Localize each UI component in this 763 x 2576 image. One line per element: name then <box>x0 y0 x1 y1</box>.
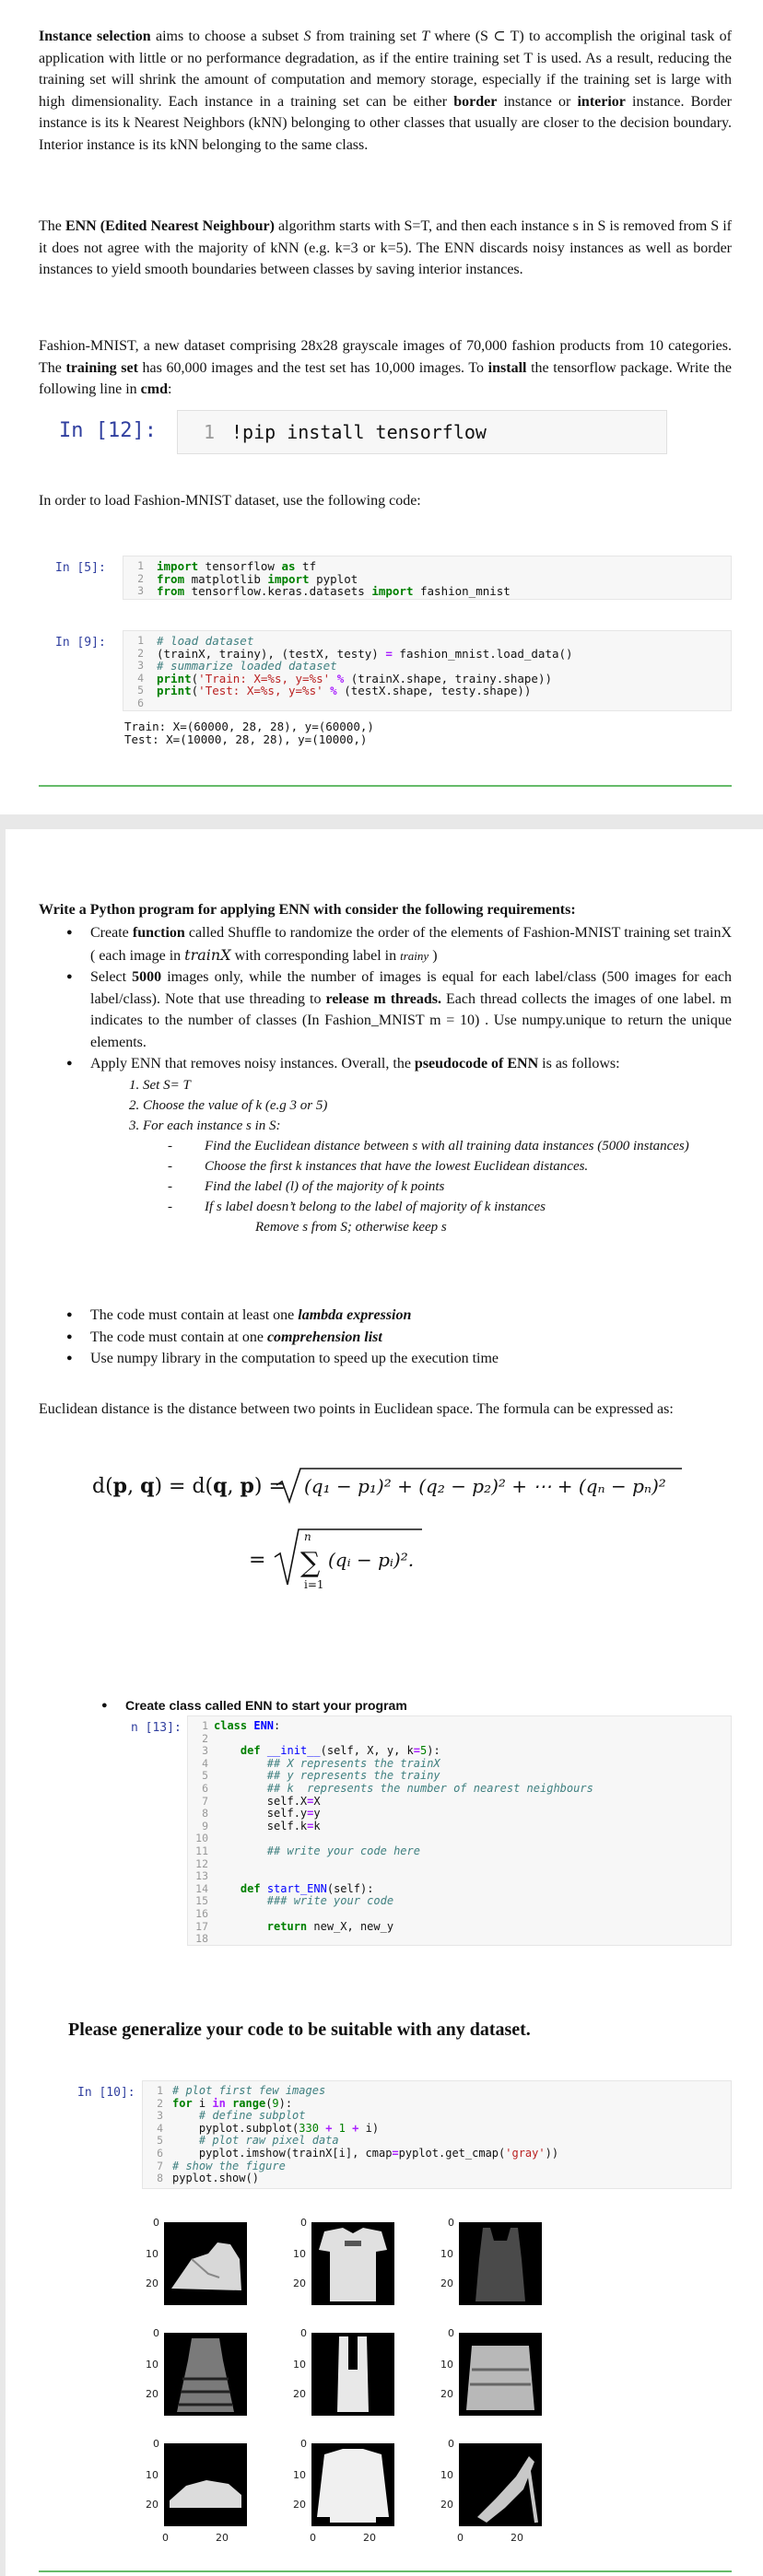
xtick-label: 20 <box>216 2532 229 2544</box>
step-3: 3. For each instance s in S: <box>129 1118 281 1133</box>
cell-9-prompt: In [9]: <box>55 636 106 650</box>
left-margin-bar <box>0 829 6 2576</box>
requirement-numpy: ● Use numpy library in the computation to speed up the execution time <box>66 1348 732 1370</box>
ytick-label: 0 <box>153 2217 159 2229</box>
ytick-label: 20 <box>293 2499 306 2511</box>
substep-majority: - Find the label (l) of the majority of k points <box>168 1177 732 1197</box>
substep-distance: - Find the Euclidean distance between s with all training data instances (5000 instances) <box>168 1136 732 1156</box>
ytick-label: 10 <box>146 2248 158 2260</box>
cell-13-gutter: 1 2 3 4 5 6 7 8 9 10 11 12 13 14 15 16 17 18 <box>195 1719 208 1946</box>
requirement-select: ● Select 5000 images only, while the number of images is equal for each label/class (500 images for each label/class). Note that use threading to release m threads. Each thread collects the images of one label. m indicates to the number of classes (In Fashion_MNIST m = 10) . Use numpy.unique to return the unique elements. <box>66 966 732 1053</box>
ytick-label: 0 <box>300 2438 307 2450</box>
generalize-note: Please generalize your code to be suitable with any dataset. <box>68 2020 531 2040</box>
requirement-comprehension: ● The code must contain at one comprehension list <box>66 1327 732 1349</box>
svg-text:d(p, q) = d(q, p) =: d(p, q) = d(q, p) = <box>92 1474 286 1498</box>
requirements-list <box>66 922 732 1237</box>
subplot-6 <box>459 2333 542 2416</box>
image-grid <box>138 2211 732 2570</box>
install-cell[interactable] <box>39 408 628 456</box>
ytick-label: 20 <box>440 2388 453 2400</box>
ytick-label: 20 <box>146 2388 158 2400</box>
ytick-label: 20 <box>146 2499 158 2511</box>
subplot-9 <box>459 2443 542 2526</box>
step-2: 2. Choose the value of k (e.g 3 or 5) <box>129 1097 328 1113</box>
cell-9-input[interactable] <box>123 630 732 711</box>
ytick-label: 0 <box>300 2327 307 2339</box>
cell-10-gutter: 1 2 3 4 5 6 7 8 <box>157 2084 163 2185</box>
ytick-label: 20 <box>440 2499 453 2511</box>
ytick-label: 10 <box>440 2248 453 2260</box>
xtick-label: 0 <box>457 2532 464 2544</box>
svg-text:(qᵢ − pᵢ)².: (qᵢ − pᵢ)². <box>328 1549 415 1571</box>
cell-9-code: # load dataset (trainX, trainy), (testX, testy) = fashion_mnist.load_data() # summarize loaded dataset print('Train: X=%s, y=%s' % (trainX.shape, trainy.shape)) print('Test: X=%s, y=%s' % (testX.shape, testy.shape)) <box>157 634 573 698</box>
term-instance-selection: Instance selection <box>39 29 151 44</box>
bottom-border <box>39 2570 732 2572</box>
subplot-4 <box>164 2333 247 2416</box>
subplot-8 <box>311 2443 394 2526</box>
install-cell-prompt: In [12]: <box>59 419 157 442</box>
cell-5-gutter: 1 2 3 <box>137 559 144 598</box>
ytick-label: 0 <box>448 2217 454 2229</box>
task-heading: Write a Python program for applying ENN with consider the following requirements: <box>39 902 576 918</box>
substep-remove: Remove s from S; otherwise keep s <box>255 1219 447 1235</box>
subplot-2 <box>311 2222 394 2305</box>
euclidean-description: Euclidean distance is the distance between two points in Euclidean space. The formula can be expressed as: <box>39 1401 674 1417</box>
xtick-label: 20 <box>511 2532 523 2544</box>
line-number: 1 <box>204 421 216 443</box>
ytick-label: 10 <box>440 2469 453 2481</box>
ytick-label: 0 <box>153 2438 159 2450</box>
class-requirement: ● Create class called ENN to start your program <box>101 1695 763 1717</box>
load-instruction: In order to load Fashion-MNIST dataset, use the following code: <box>39 493 421 509</box>
cell-10-input[interactable] <box>142 2080 732 2189</box>
intro-paragraph-3: Fashion-MNIST, a new dataset comprising 28x28 grayscale images of 70,000 fashion products from 10 categories. The training set has 60,000 images and the test set has 10,000 images. To install the tensorflow package. Write the following line in cmd: <box>39 338 732 397</box>
ytick-label: 20 <box>440 2277 453 2289</box>
ytick-label: 0 <box>448 2327 454 2339</box>
ytick-label: 10 <box>293 2248 306 2260</box>
ytick-label: 0 <box>300 2217 307 2229</box>
svg-text:i=1: i=1 <box>304 1578 324 1591</box>
cell-9-output: Train: X=(60000, 28, 28), y=(60000,) Test: X=(10000, 28, 28), y=(10000,) <box>124 720 374 746</box>
subplot-1 <box>164 2222 247 2305</box>
ytick-label: 20 <box>146 2277 158 2289</box>
ytick-label: 0 <box>153 2327 159 2339</box>
cell-13-code: class ENN: def __init__(self, X, y, k=5): ## X represents the trainX ## y represents the trainy ## k represents the number of nearest neighbours self.X=X self.y=y self.k=k ## write your code here def start_ENN(self): ### write your code return new_X, new_y <box>214 1719 593 1933</box>
xtick-label: 20 <box>363 2532 376 2544</box>
svg-text:∑: ∑ <box>300 1547 321 1579</box>
xtick-label: 0 <box>310 2532 316 2544</box>
image-grid-svg <box>138 2211 732 2570</box>
cell-9-bottom-border <box>39 785 732 787</box>
enn-pseudocode <box>66 1075 732 1237</box>
substep-first-k: - Choose the first k instances that have the lowest Euclidean distances. <box>168 1156 732 1177</box>
install-cell-input[interactable] <box>177 410 667 454</box>
formula-svg <box>92 1465 737 1603</box>
ytick-label: 10 <box>293 2359 306 2371</box>
intro-paragraph-2: The ENN (Edited Nearest Neighbour) algorithm starts with S=T, and then each instance s in S is removed from S if it does not agree with the majority of kNN (e.g. k=3 or k=5). The ENN discards noisy instances as well as border instances to yield smooth boundaries between classes by saving interior instances. <box>39 218 733 277</box>
cell-13-input[interactable] <box>187 1715 732 1946</box>
subplot-3 <box>459 2222 542 2305</box>
ytick-label: 10 <box>440 2359 453 2371</box>
xtick-label: 0 <box>162 2532 169 2544</box>
ytick-label: 0 <box>448 2438 454 2450</box>
svg-text:(q₁ − p₁)² + (q₂ − p₂)² + ⋯ +: (q₁ − p₁)² + (q₂ − p₂)² + ⋯ + (qₙ − pₙ)² <box>304 1475 666 1497</box>
substep-check: - If s label doesn’t belong to the label of majority of k instances <box>168 1197 732 1217</box>
euclidean-formula <box>92 1465 737 1603</box>
ytick-label: 10 <box>146 2359 158 2371</box>
ytick-label: 10 <box>146 2469 158 2481</box>
subplot-7 <box>164 2443 247 2526</box>
code-requirements-list <box>66 1305 732 1370</box>
subplot-5 <box>311 2333 394 2416</box>
cell-10-code: # plot first few images for i in range(9): # define subplot pyplot.subplot(330 + 1 + i) # plot raw pixel data pyplot.imshow(trainX[i], cmap=pyplot.get_cmap('gray')) # show the figure pyplot.show() <box>172 2084 559 2185</box>
install-code: !pip install tensorflow <box>231 421 487 443</box>
ytick-label: 20 <box>293 2388 306 2400</box>
requirement-apply-enn: ● Apply ENN that removes noisy instances. Overall, the pseudocode of ENN is as follows: <box>66 1053 732 1075</box>
cell-5-code: import tensorflow as tf from matplotlib import pyplot from tensorflow.keras.datasets import fashion_mnist <box>157 559 511 599</box>
cell-5-prompt: In [5]: <box>55 561 106 575</box>
cell-13-prompt: n [13]: <box>131 1721 182 1735</box>
section-separator <box>0 814 763 829</box>
ytick-label: 20 <box>293 2277 306 2289</box>
step-1: 1. Set S= T <box>129 1077 191 1093</box>
cell-9-gutter: 1 2 3 4 5 6 <box>137 634 144 709</box>
cell-5-input[interactable] <box>123 556 732 600</box>
requirement-lambda: ● The code must contain at least one lambda expression <box>66 1305 732 1327</box>
svg-text:n: n <box>304 1530 311 1543</box>
cell-10-prompt: In [10]: <box>77 2086 135 2100</box>
requirement-shuffle: ● Create function called Shuffle to randomize the order of the elements of Fashion-MNIST training set trainX ( each image in trainX with corresponding label in trainy ) <box>66 922 732 966</box>
svg-text:=: = <box>249 1549 266 1572</box>
ytick-label: 10 <box>293 2469 306 2481</box>
intro-paragraph-1: Instance selection aims to choose a subset S from training set T where (S ⊂ T) to accomplish the original task of application with little or no performance degradation, as if the entire training set T is used. As a result, reducing the training set will shrink the amount of computation and memory storage, especially if the training set is large with high dimensionality. Each instance in a training set can be either border instance or interior instance. Border instance is its k Nearest Neighbors (kNN) belonging to other classes that usually are closer to the decision boundary. Interior instance is its kNN belonging to the same class. <box>39 29 733 153</box>
